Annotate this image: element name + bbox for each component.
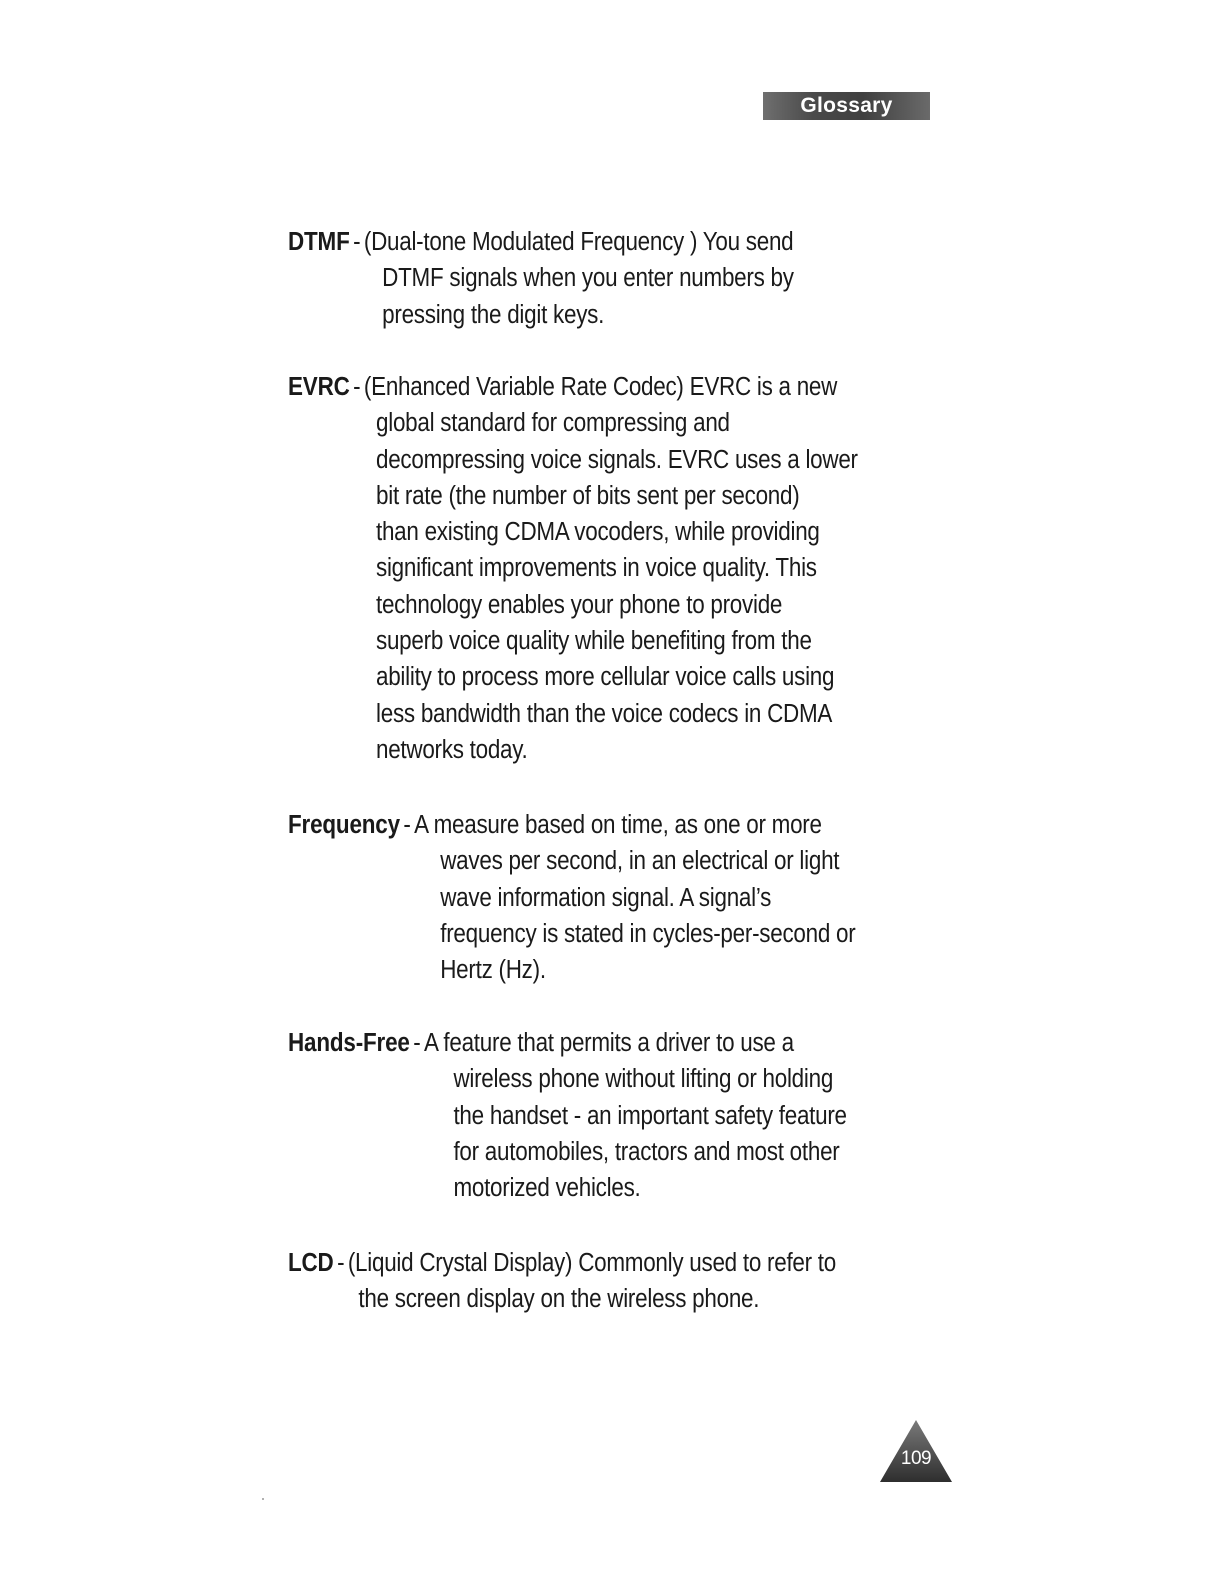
term-separator: - — [353, 373, 361, 401]
definition-line: pressing the digit keys. — [382, 300, 605, 329]
page-number: 109 — [900, 1448, 932, 1469]
page-number-badge — [878, 1418, 954, 1484]
definition-line: motorized vehicles. — [453, 1174, 641, 1203]
definition-line: wireless phone without lifting or holding — [453, 1065, 834, 1094]
glossary-entry-dtmf — [288, 224, 869, 333]
definition-continuation — [453, 1061, 868, 1206]
definition-line: than existing CDMA vocoders, while providing — [376, 518, 820, 547]
definition-line: the handset - an important safety feature — [453, 1101, 847, 1130]
definition-line: less bandwidth than the voice codecs in CDMA — [376, 699, 833, 728]
definition-line: significant improvements in voice quality. This — [376, 554, 817, 583]
scan-speck — [262, 1498, 264, 1500]
glossary-term: EVRC — [288, 373, 350, 401]
section-tab-label: Glossary — [800, 94, 893, 117]
definition-line: technology enables your phone to provide — [376, 590, 783, 619]
definition-line: the screen display on the wireless phone. — [358, 1285, 760, 1314]
term-separator: - — [413, 1029, 421, 1057]
definition-line: networks today. — [376, 735, 528, 764]
glossary-term: Frequency — [288, 811, 400, 839]
glossary-term: DTMF — [288, 228, 350, 256]
definition-line: ability to process more cellular voice calls using — [376, 663, 835, 692]
definition-line: A measure based on time, as one or more — [414, 811, 822, 839]
definition-line: Hertz (Hz). — [440, 956, 546, 985]
entry-first-line — [288, 1245, 869, 1281]
entry-first-line — [288, 1025, 869, 1061]
definition-continuation — [376, 405, 869, 768]
definition-line: superb voice quality while benefiting from the — [376, 627, 812, 656]
definition-line: (Dual-tone Modulated Frequency ) You send — [363, 228, 794, 256]
definition-line: (Liquid Crystal Display) Commonly used to refer to — [347, 1249, 837, 1277]
definition-line: global standard for compressing and — [376, 409, 730, 438]
definition-line: (Enhanced Variable Rate Codec) EVRC is a new — [363, 373, 838, 401]
definition-line: for automobiles, tractors and most other — [453, 1137, 840, 1166]
definition-line: bit rate (the number of bits sent per second) — [376, 481, 800, 510]
entry-first-line — [288, 224, 869, 260]
term-separator: - — [353, 228, 361, 256]
glossary-term: LCD — [288, 1249, 334, 1277]
definition-line: decompressing voice signals. EVRC uses a lower — [376, 445, 858, 474]
glossary-entry-evrc — [288, 369, 869, 768]
term-separator: - — [337, 1249, 345, 1277]
definition-line: DTMF signals when you enter numbers by — [382, 264, 794, 293]
glossary-term: Hands-Free — [288, 1029, 410, 1057]
entry-first-line — [288, 807, 869, 843]
term-separator: - — [403, 811, 411, 839]
definition-continuation — [382, 260, 869, 333]
section-tab-glossary — [763, 92, 930, 120]
glossary-entry-frequency — [288, 807, 869, 988]
definition-continuation — [358, 1281, 868, 1317]
glossary-entry-hands-free — [288, 1025, 869, 1206]
definition-line: waves per second, in an electrical or light — [440, 847, 840, 876]
definition-line: wave information signal. A signal’s — [440, 883, 772, 912]
definition-line: frequency is stated in cycles-per-second or — [440, 919, 856, 948]
entry-first-line — [288, 369, 869, 405]
definition-continuation — [440, 843, 869, 988]
glossary-entry-lcd — [288, 1245, 869, 1318]
definition-line: A feature that permits a driver to use a — [423, 1029, 794, 1057]
